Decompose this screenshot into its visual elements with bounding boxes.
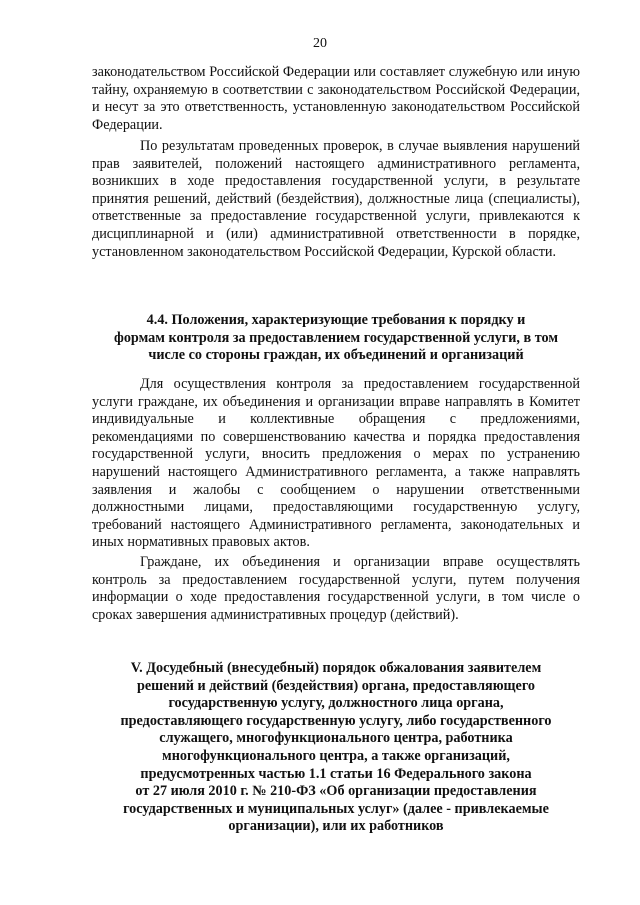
heading-line: государственных и муниципальных услуг» (далее - привлекаемые	[123, 800, 549, 817]
heading-line: служащего, многофункционального центра, работника	[159, 730, 513, 747]
paragraph-inspection-results: По результатам проведенных проверок, в случае выявления нарушений прав заявителей, положений настоящего административного регламента, возникших в ходе предоставления государственной услуги, в результате принятия решений, действий (бездействия), должностные лица (специалисты), ответственные за предоставление государственной услуги, привлекаются к дисциплинарной и (или) административной ответственности в порядке, установленном законодательством Российской Федерации, Курской области.	[92, 138, 580, 260]
page-number: 20	[313, 36, 327, 51]
heading-section-v	[92, 660, 580, 836]
paragraph-citizen-control: Для осуществления контроля за предоставлением государственной услуги граждане, их объединения и организации вправе направлять в Комитет индивидуальные и коллективные обращения с предложениями, рекомендациями по совершенствованию качества и порядка предоставления государственной услуги, вносить предложения о мерах по устранению нарушений настоящего Административного регламента, а также направлять заявления и жалобы с сообщением о нарушении ответственными должностными лицами, предоставляющими государственную услугу, требований настоящего Административного регламента, законодательных и иных нормативных правовых актов.	[92, 376, 580, 551]
heading-line: V. Досудебный (внесудебный) порядок обжалования заявителем	[130, 660, 542, 676]
heading-line: от 27 июля 2010 г. № 210-ФЗ «Об организации предоставления	[135, 783, 537, 800]
heading-line: государственную услугу, должностного лица органа,	[168, 695, 504, 712]
heading-line: предусмотренных частью 1.1 статьи 16 Федерального закона	[140, 765, 532, 782]
heading-line: числе со стороны граждан, их объединений и организаций	[148, 347, 524, 364]
heading-line: организации), или их работников	[228, 818, 444, 835]
heading-line: многофункционального центра, а также организаций,	[162, 747, 510, 764]
heading-line: формам контроля за предоставлением государственной услуги, в том	[114, 329, 558, 346]
paragraph-citizen-information: Граждане, их объединения и организации вправе осуществлять контроль за предоставлением государственной услуги, путем получения информации о ходе предоставления государственной услуги, в том числе о сроках завершения административных процедур (действий).	[92, 554, 580, 623]
heading-line: 4.4. Положения, характеризующие требования к порядку и	[146, 312, 526, 328]
heading-line: предоставляющего государственную услугу, либо государственного	[120, 712, 552, 729]
heading-line: решений и действий (бездействия) органа, предоставляющего	[136, 677, 536, 694]
heading-section-4-4	[92, 312, 580, 365]
paragraph-confidentiality: законодательством Российской Федерации или составляет служебную или иную тайну, охраняемую в соответствии с законодательством Российской Федерации, и несут за это ответственность, установленную законодательством Российской Федерации.	[92, 64, 580, 133]
